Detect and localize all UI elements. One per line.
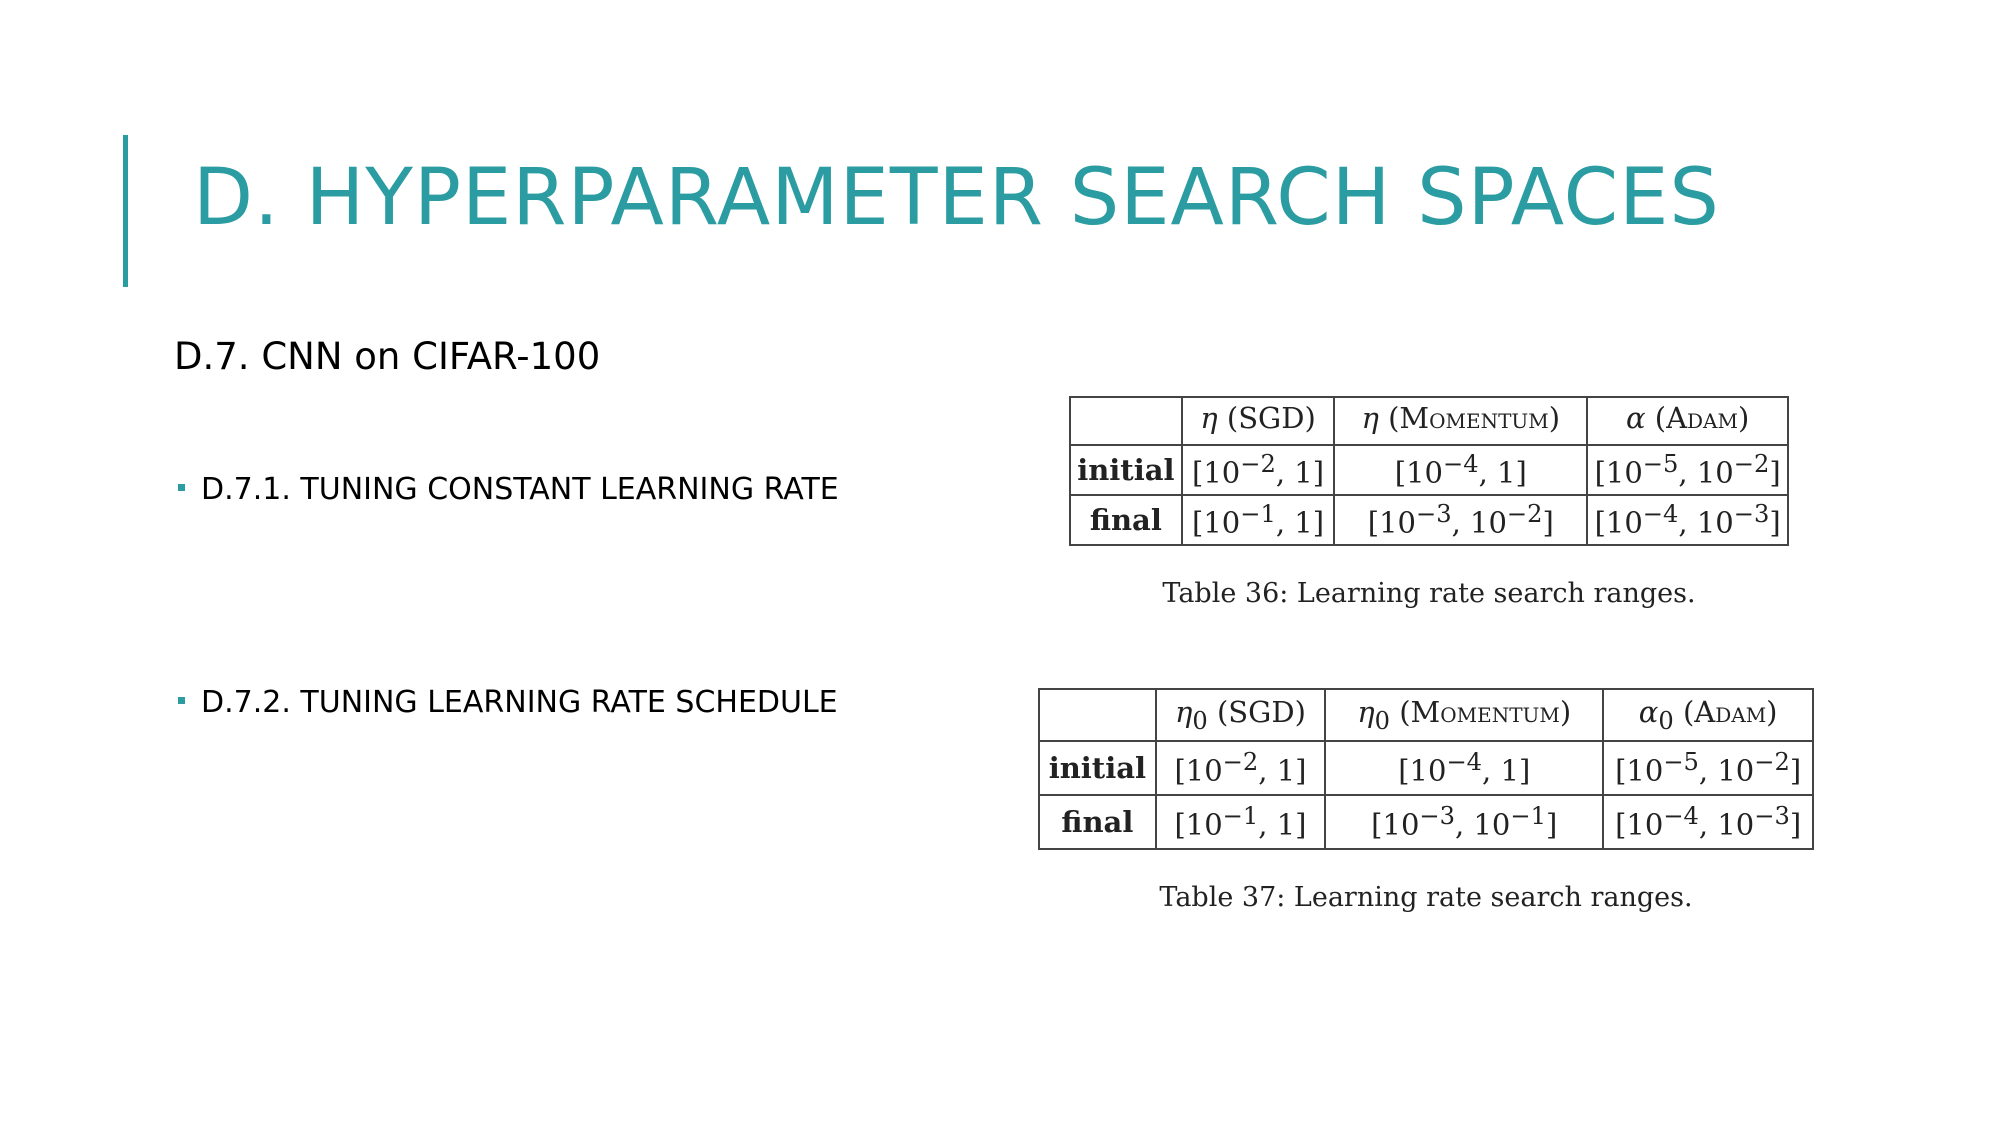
table-row: [1070, 445, 1788, 495]
range-cell: [$10^{-5}$, $10^{-2}$]: [1603, 741, 1813, 795]
symbol-subscript: 0: [1658, 706, 1674, 735]
learning-rate-table-36: [1069, 396, 1789, 546]
bullet-text: D.7.1. TUNING CONSTANT LEARNING RATE: [201, 472, 839, 507]
row-label: initial: [1039, 741, 1156, 795]
optimizer-name: (SGD): [1216, 695, 1306, 730]
table-corner-cell: [1039, 689, 1156, 741]
row-label: final: [1039, 795, 1156, 849]
range-cell: [$10^{-2}$, 1]: [1182, 445, 1335, 495]
optimizer-name: (Adam): [1682, 695, 1778, 730]
optimizer-name: (SGD): [1226, 401, 1316, 436]
bullet-square-icon: [178, 484, 185, 491]
table-caption: Table 36: Learning rate search ranges.: [1162, 578, 1696, 609]
range-cell: [$10^{-4}$, 1]: [1325, 741, 1603, 795]
range-cell: [$10^{-4}$, $10^{-3}$]: [1587, 495, 1788, 545]
section-heading: D.7. CNN on CIFAR-100: [174, 335, 601, 378]
range-cell: [$10^{-2}$, 1]: [1156, 741, 1325, 795]
bullet-item-tuning-constant-lr: [178, 468, 839, 512]
range-cell: [$10^{-1}$, 1]: [1182, 495, 1335, 545]
learning-rate-table-37: [1038, 688, 1814, 850]
column-header: [1325, 689, 1603, 741]
column-header: [1603, 689, 1813, 741]
hyperparameter-symbol: η: [1175, 695, 1193, 730]
symbol-subscript: 0: [1374, 706, 1391, 735]
title-accent-bar: [123, 135, 128, 287]
range-cell: [$10^{-3}$, $10^{-1}$]: [1325, 795, 1603, 849]
table-caption: Table 37: Learning rate search ranges.: [1159, 882, 1693, 913]
table-corner-cell: [1070, 397, 1182, 445]
hyperparameter-symbol: η: [1200, 401, 1218, 436]
bullet-text: D.7.2. TUNING LEARNING RATE SCHEDULE: [201, 685, 838, 720]
range-cell: [$10^{-4}$, $10^{-3}$]: [1603, 795, 1813, 849]
optimizer-name: (Momentum): [1399, 695, 1572, 730]
table-row: [1039, 741, 1813, 795]
row-label: initial: [1070, 445, 1182, 495]
range-cell: [$10^{-4}$, 1]: [1334, 445, 1587, 495]
table-header-row: [1039, 689, 1813, 741]
column-header: [1182, 397, 1335, 445]
table-row: [1070, 495, 1788, 545]
optimizer-name: (Momentum): [1388, 401, 1561, 436]
optimizer-name: (Adam): [1654, 401, 1750, 436]
hyperparameter-symbol: α: [1625, 401, 1646, 436]
range-cell: [$10^{-1}$, 1]: [1156, 795, 1325, 849]
range-cell: [$10^{-3}$, $10^{-2}$]: [1334, 495, 1587, 545]
slide-title: D. HYPERPARAMETER SEARCH SPACES: [193, 153, 1720, 243]
column-header: [1156, 689, 1325, 741]
row-label: final: [1070, 495, 1182, 545]
bullet-square-icon: [178, 697, 185, 704]
hyperparameter-symbol: η: [1357, 695, 1375, 730]
column-header: [1587, 397, 1788, 445]
table-row: [1039, 795, 1813, 849]
range-cell: [$10^{-5}$, $10^{-2}$]: [1587, 445, 1788, 495]
table-header-row: [1070, 397, 1788, 445]
column-header: [1334, 397, 1587, 445]
hyperparameter-symbol: η: [1361, 401, 1379, 436]
symbol-subscript: 0: [1192, 706, 1208, 735]
bullet-item-tuning-lr-schedule: [178, 681, 838, 725]
hyperparameter-symbol: α: [1638, 695, 1659, 730]
